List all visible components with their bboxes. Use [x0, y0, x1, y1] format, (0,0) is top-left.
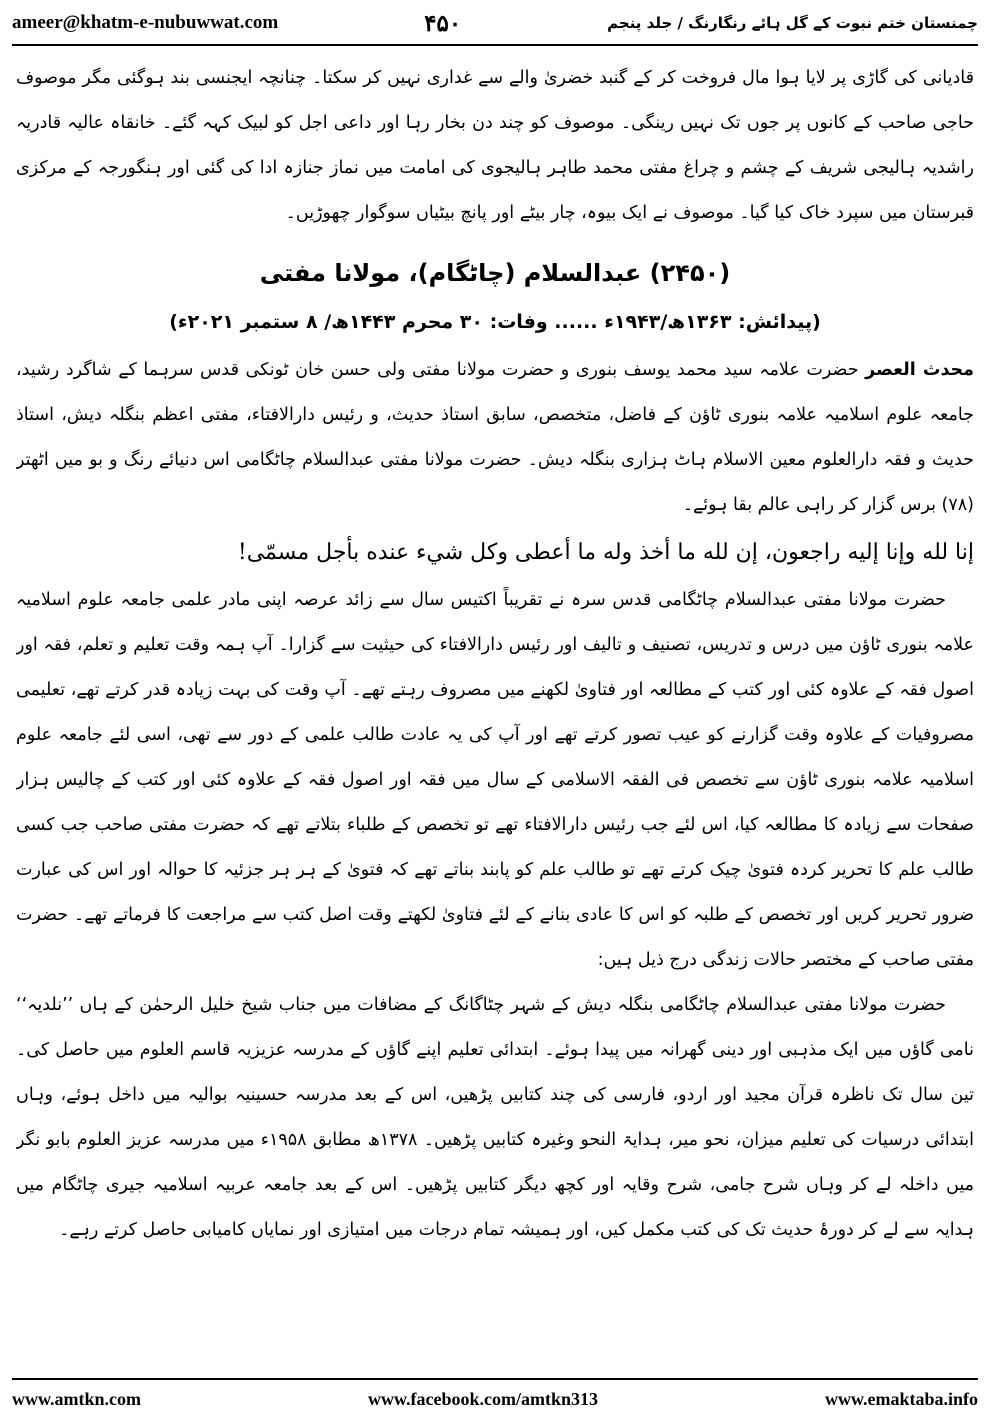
- entry-heading: (۲۴۵۰) عبدالسلام (چاٹگام)، مولانا مفتی: [259, 259, 731, 287]
- page-footer: [12, 1384, 978, 1414]
- footer-link-emaktaba[interactable]: www.emaktaba.info: [824, 1388, 978, 1409]
- page-header: [12, 6, 978, 40]
- footer-link-amtkn[interactable]: www.amtkn.com: [12, 1388, 141, 1409]
- header-divider: [12, 44, 978, 46]
- arabic-quote: إنا لله وإنا إليه راجعون، إن لله ما أخذ وله ما أعطى وكل شيء عنده بأجل مسمّى!: [237, 540, 974, 565]
- footer-link-facebook[interactable]: www.facebook.com/amtkn313: [367, 1388, 598, 1409]
- page-content: [16, 56, 974, 1372]
- paragraph-2: حضرت مولانا مفتی عبدالسلام چاٹگامی قدس سرہ نے تقریباً اکتیس سال سے زائد عرصہ اپنی مادر علمی جامعہ علوم اسلامیہ علامہ بنوری ٹاؤن میں درس و تدریس، تصنیف و تالیف اور رئیس دارالافتاء کی حیثیت سے گزارا۔ آپ ہمہ وقت تعلیم و تعلم، فقہ اور اصول فقہ کے علاوہ کئی اور کتب کے مطالعہ اور فتاویٰ لکھنے میں مصروف رہتے تھے۔ آپ وقت کی بہت زیادہ قدر کرتے تھے، تعلیمی مصروفیات کے علاوہ وقت گزارنے کو عیب تصور کرتے تھے اور آپ کی یہ عادت طالب علمی کے دور سے تھی، اسی لئے جامعہ علوم اسلامیہ علامہ بنوری ٹاؤن سے تخصص فی الفقہ الاسلامی کے سال میں فقہ اور اصول فقہ کے علاوہ کئی اور کتب کے چالیس ہزار صفحات سے زیادہ کا مطالعہ کیا، اس لئے جب رئیس دارالافتاء تھے تو تخصص کے طلباء بتلاتے تھے کہ حضرت مفتی صاحب جب کسی طالب علم کا تحریر کردہ فتویٰ چیک کرتے تھے تو طالب علم کو پابند بناتے تھے کہ فتویٰ کے ہر ہر جزئیہ کا حوالہ اور اس کی عبارت ضرور تحریر کریں اور تخصص کے طلبہ کو اس کا عادی بنانے کے لئے فتاویٰ لکھتے وقت اصل کتب سے مراجعت کا فرماتے تھے۔ حضرت مفتی صاحب کے مختصر حالات زندگی درج ذیل ہیں:: [16, 590, 974, 970]
- book-title: چمنستان ختم نبوت کے گل ہائے رنگارنگ / جلد پنجم: [607, 14, 978, 32]
- paragraph-1-lead: محدث العصر: [865, 360, 974, 380]
- paragraph-3: حضرت مولانا مفتی عبدالسلام چاٹگامی بنگلہ دیش کے شہر چٹاگانگ کے مضافات میں جناب شیخ خلیل الرحمٰن کے ہاں ’’نلدیہ‘‘ نامی گاؤں میں ایک مذہبی اور دینی گھرانہ میں پیدا ہوئے۔ ابتدائی تعلیم اپنے گاؤں کے مدرسہ عزیزیہ قاسم العلوم میں حاصل کی۔ تین سال تک ناظرہ قرآن مجید اور اردو، فارسی کی چند کتابیں پڑھیں، اس کے بعد مدرسہ حسینیہ بوالیہ میں داخل ہوئے، وہاں ابتدائی درسیات کی تعلیم میزان، نحو میر، ہدایۃ النحو وغیرہ کتابیں پڑھیں۔ ۱۳۷۸ھ مطابق ۱۹۵۸ء میں مدرسہ عزیز العلوم بابو نگر میں داخلہ لے کر وہاں شرح جامی، شرح وقایہ اور کچھ دیگر کتابیں پڑھیں۔ اس کے بعد جامعہ عربیہ اسلامیہ جیری چاٹگام میں ہدایہ سے لے کر دورۂ حدیث تک کی کتب مکمل کیں، اور ہمیشہ تمام درجات میں امتیازی اور نمایاں کامیابی حاصل کرتے رہے۔: [16, 995, 974, 1240]
- paragraph-1: [16, 348, 974, 528]
- footer-divider: [12, 1378, 978, 1380]
- entry-dates: (پیدائش: ۱۳۶۳ھ/۱۹۴۳ء ...... وفات: ۳۰ محرم ۱۴۴۳ھ/ ۸ ستمبر ۲۰۲۱ء): [169, 311, 821, 333]
- intro-paragraph: قادیانی کی گاڑی پر لایا ہوا مال فروخت کر کے گنبد خضریٰ والے سے غداری نہیں کر سکتا۔ چنانچہ ایجنسی بند ہوگئی مگر موصوف حاجی صاحب کے کانوں پر جوں تک نہیں رینگی۔ موصوف کو چند دن بخار رہا اور داعی اجل کو لبیک کہہ گئے۔ خانقاہ عالیہ قادریہ راشدیہ ہالیجی شریف کے چشم و چراغ مفتی محمد طاہر ہالیجوی کی امامت میں نماز جنازہ ادا کی گئی اور ہنگورجہ کے مرکزی قبرستان میں سپرد خاک کیا گیا۔ موصوف نے ایک بیوہ، چار بیٹے اور پانچ بیٹیاں سوگوار چھوڑیں۔: [16, 68, 974, 223]
- paragraph-1-text: حضرت علامہ سید محمد یوسف بنوری و حضرت مولانا مفتی ولی حسن خان ٹونکی قدس سرہما کے شاگرد رشید، جامعہ علوم اسلامیہ علامہ بنوری ٹاؤن کے فاضل، متخصص، سابق استاذ حدیث، و رئیس دارالافتاء، مفتی اعظم بنگلہ دیش، استاذ حدیث و فقہ دارالعلوم معین الاسلام ہاٹ ہزاری بنگلہ دیش۔ حضرت مولانا مفتی عبدالسلام چاٹگامی اس دنیائے رنگ و بو میں اٹھتر (۷۸) برس گزار کر راہی عالم بقا ہوئے۔: [16, 360, 974, 515]
- page-number: ۴۵۰: [424, 9, 462, 37]
- header-email: ameer@khatm-e-nubuwwat.com: [12, 12, 279, 33]
